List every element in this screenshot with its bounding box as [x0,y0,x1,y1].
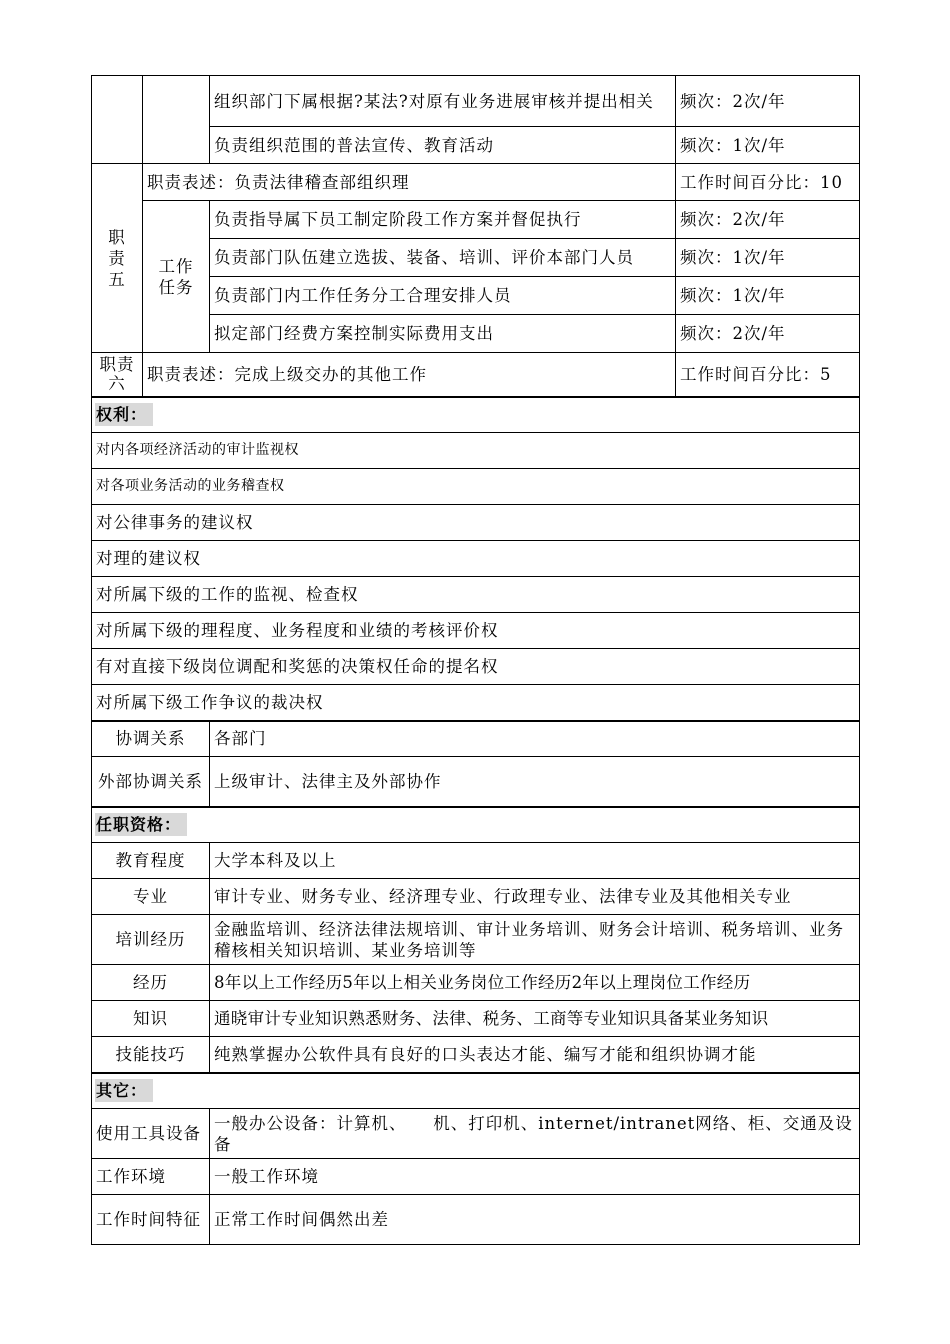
rights-row [92,685,860,721]
task-text: 组织部门下属根据?某法?对原有业务进展审核并提出相关 [210,76,676,127]
rights-item: 对所属下级工作争议的裁决权 [92,685,860,721]
relation-row [92,757,860,807]
duty5-statement: 职责表述：负责法律稽查部组织理 [143,164,676,201]
other-value: 正常工作时间偶然出差 [210,1195,860,1245]
rights-item: 有对直接下级岗位调配和奖惩的决策权任命的提名权 [92,649,860,685]
qualification-row [92,843,860,879]
other-value: 一般工作环境 [210,1159,860,1195]
duty5-task-label: 工作 任务 [143,201,210,353]
rights-item: 对所属下级的工作的监视、检查权 [92,577,860,613]
rights-item: 对内各项经济活动的审计监视权 [92,433,860,469]
relation-label: 协调关系 [92,721,210,757]
job-description-sheet [91,75,859,1245]
rights-row [92,649,860,685]
relation-value: 各部门 [210,721,860,757]
other-label: 工作时间特征 [92,1195,210,1245]
qualification-row [92,879,860,915]
task-text: 负责部门内工作任务分工合理安排人员 [210,277,676,315]
task-text: 负责组织范围的普法宣传、教育活动 [210,127,676,164]
other-header: 其它： [95,1079,153,1102]
rights-row [92,577,860,613]
qualification-label: 专业 [92,879,210,915]
duty6-statement: 职责表述：完成上级交办的其他工作 [143,353,676,397]
qualification-value: 通晓审计专业知识熟悉财务、法律、税务、工商等专业知识具备某业务知识 [210,1001,860,1037]
rights-item: 对公律事务的建议权 [92,505,860,541]
duty4-label-cell [92,76,143,164]
task-frequency: 频次：2次/年 [676,201,860,239]
duty5-percent: 工作时间百分比：10 [676,164,860,201]
task-text: 负责部门队伍建立选拔、装备、培训、评价本部门人员 [210,239,676,277]
qualifications-header-row [92,807,860,843]
qualification-row [92,915,860,965]
qualification-row [92,1001,860,1037]
task-frequency: 频次：1次/年 [676,127,860,164]
qualification-value: 大学本科及以上 [210,843,860,879]
task-frequency: 频次：1次/年 [676,277,860,315]
other-label: 使用工具设备 [92,1109,210,1159]
rights-row [92,433,860,469]
duty4-task-label-cell [143,76,210,164]
rights-header: 权利： [95,403,153,426]
qualification-value: 纯熟掌握办公软件具有良好的口头表达才能、编写才能和组织协调才能 [210,1037,860,1073]
qualification-label: 经历 [92,965,210,1001]
rights-item: 对各项业务活动的业务稽查权 [92,469,860,505]
task-text: 拟定部门经费方案控制实际费用支出 [210,315,676,353]
qualification-value: 审计专业、财务专业、经济理专业、行政理专业、法律专业及其他相关专业 [210,879,860,915]
task-frequency: 频次：2次/年 [676,76,860,127]
other-value: 一般办公设备：计算机、 机、打印机、internet/intranet网络、柜、交通及设备 [210,1109,860,1159]
rights-item: 对理的建议权 [92,541,860,577]
other-row [92,1159,860,1195]
qualification-row [92,965,860,1001]
duty6-label: 职责 六 [92,353,143,397]
qualification-value: 金融监培训、经济法律法规培训、审计业务培训、财务会计培训、税务培训、业务稽核相关知识培训、某业务培训等 [210,915,860,965]
relation-value: 上级审计、法律主及外部协作 [210,757,860,807]
duty6-percent: 工作时间百分比：5 [676,353,860,397]
duty4-task-row [92,76,860,127]
rights-row [92,469,860,505]
relation-row [92,721,860,757]
qualification-row [92,1037,860,1073]
qualification-value: 8年以上工作经历5年以上相关业务岗位工作经历2年以上理岗位工作经历 [210,965,860,1001]
qualifications-header: 任职资格： [95,813,187,836]
qualification-label: 培训经历 [92,915,210,965]
other-header-row [92,1073,860,1109]
rights-item: 对所属下级的理程度、业务程度和业绩的考核评价权 [92,613,860,649]
other-label: 工作环境 [92,1159,210,1195]
duty5-label: 职 责 五 [92,164,143,353]
task-frequency: 频次：1次/年 [676,239,860,277]
rights-header-row [92,397,860,433]
rights-row [92,541,860,577]
task-frequency: 频次：2次/年 [676,315,860,353]
qualification-label: 技能技巧 [92,1037,210,1073]
task-text: 负责指导属下员工制定阶段工作方案并督促执行 [210,201,676,239]
qualification-label: 教育程度 [92,843,210,879]
rights-row [92,613,860,649]
job-description-table [91,75,860,1245]
other-row [92,1109,860,1159]
duty5-task-row [92,201,860,239]
duty6-row [92,353,860,397]
duty5-statement-row [92,164,860,201]
other-row [92,1195,860,1245]
qualification-label: 知识 [92,1001,210,1037]
relation-label: 外部协调关系 [92,757,210,807]
rights-row [92,505,860,541]
